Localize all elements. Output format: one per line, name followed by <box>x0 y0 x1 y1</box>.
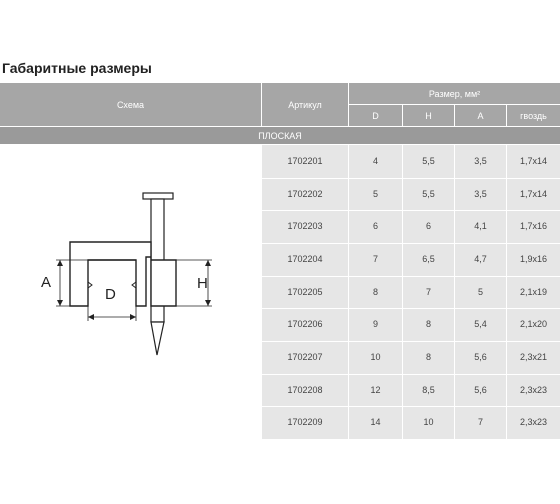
cell-h: 8 <box>425 319 431 330</box>
header-col-nail-label: гвоздь <box>520 110 547 121</box>
table-row <box>0 243 560 276</box>
cell-d: 8 <box>372 286 378 297</box>
section-header <box>0 127 560 144</box>
cell-h: 10 <box>423 417 434 428</box>
cell-a: 3,5 <box>474 156 487 166</box>
cell-article: 1702201 <box>287 156 323 166</box>
cell-nail: 1,7x14 <box>519 188 548 199</box>
cell-h: 5,5 <box>422 188 435 199</box>
cell-a: 5,6 <box>474 352 487 362</box>
cell-article: 1702202 <box>287 188 323 199</box>
header-size-label: Размер, мм² <box>428 88 481 99</box>
cell-nail: 1,9x16 <box>519 254 548 264</box>
cell-d: 14 <box>370 417 381 428</box>
cell-d: 9 <box>372 319 378 330</box>
cell-nail: 1,7x16 <box>519 221 548 232</box>
cell-a: 5,4 <box>474 319 487 330</box>
cell-a: 5,6 <box>474 384 487 395</box>
table-row <box>0 341 560 374</box>
header-scheme <box>0 83 261 126</box>
cell-nail: 2,3x21 <box>519 352 548 362</box>
cell-h: 8 <box>425 352 431 362</box>
header-col-h <box>403 105 454 126</box>
cell-d: 12 <box>370 384 381 395</box>
cell-d: 10 <box>370 352 381 362</box>
table-row <box>0 210 560 243</box>
cell-h: 6 <box>425 221 431 232</box>
label-a: A <box>41 274 52 291</box>
table-row <box>0 145 560 178</box>
row-separator <box>262 178 560 179</box>
table-row <box>0 308 560 341</box>
cell-d: 7 <box>372 254 378 264</box>
header-article <box>262 83 348 126</box>
table-row <box>0 406 560 439</box>
label-h: H <box>197 275 208 292</box>
cell-h: 6,5 <box>422 254 435 264</box>
row-separator <box>262 341 560 342</box>
cell-d: 5 <box>372 188 378 199</box>
table-row <box>0 276 560 309</box>
cell-d: 4 <box>372 156 378 166</box>
header-col-a <box>455 105 506 126</box>
cell-h: 5,5 <box>422 156 435 166</box>
cell-nail: 2,3x23 <box>519 384 548 395</box>
cell-article: 1702203 <box>287 221 323 232</box>
page-title: Габаритные размеры <box>2 60 152 76</box>
cell-a: 5 <box>477 286 483 297</box>
cell-a: 4,7 <box>474 254 487 264</box>
row-separator <box>262 210 560 211</box>
cell-nail: 2,1x19 <box>519 286 548 297</box>
cell-a: 7 <box>477 417 483 428</box>
header-scheme-label: Схема <box>116 99 145 110</box>
cell-d: 6 <box>372 221 378 232</box>
row-separator <box>262 406 560 407</box>
cell-nail: 2,3x23 <box>519 417 548 428</box>
header-col-h-label: H <box>425 110 432 121</box>
cell-article: 1702208 <box>287 384 323 395</box>
cell-nail: 2,1x20 <box>519 319 548 330</box>
cell-a: 3,5 <box>474 188 487 199</box>
table-row <box>0 374 560 407</box>
cell-article: 1702205 <box>287 286 323 297</box>
header-col-nail <box>507 105 560 126</box>
cell-article: 1702207 <box>287 352 323 362</box>
dimensions-table <box>0 83 560 439</box>
row-separator <box>262 374 560 375</box>
header-col-d-label: D <box>372 110 379 121</box>
cell-h: 7 <box>425 286 431 297</box>
header-col-d <box>349 105 402 126</box>
header-col-a-label: A <box>477 110 484 121</box>
cell-article: 1702209 <box>287 417 323 428</box>
section-header-label: ПЛОСКАЯ <box>258 130 302 141</box>
cell-a: 4,1 <box>474 221 487 232</box>
row-separator <box>262 308 560 309</box>
cell-article: 1702204 <box>287 254 323 264</box>
header-size <box>349 83 560 104</box>
label-d: D <box>105 286 116 303</box>
row-separator <box>262 276 560 277</box>
cell-nail: 1,7x14 <box>519 156 548 166</box>
cell-article: 1702206 <box>287 319 323 330</box>
header-article-label: Артикул <box>288 99 322 110</box>
cell-h: 8,5 <box>422 384 435 395</box>
row-separator <box>262 243 560 244</box>
table-row <box>0 178 560 211</box>
